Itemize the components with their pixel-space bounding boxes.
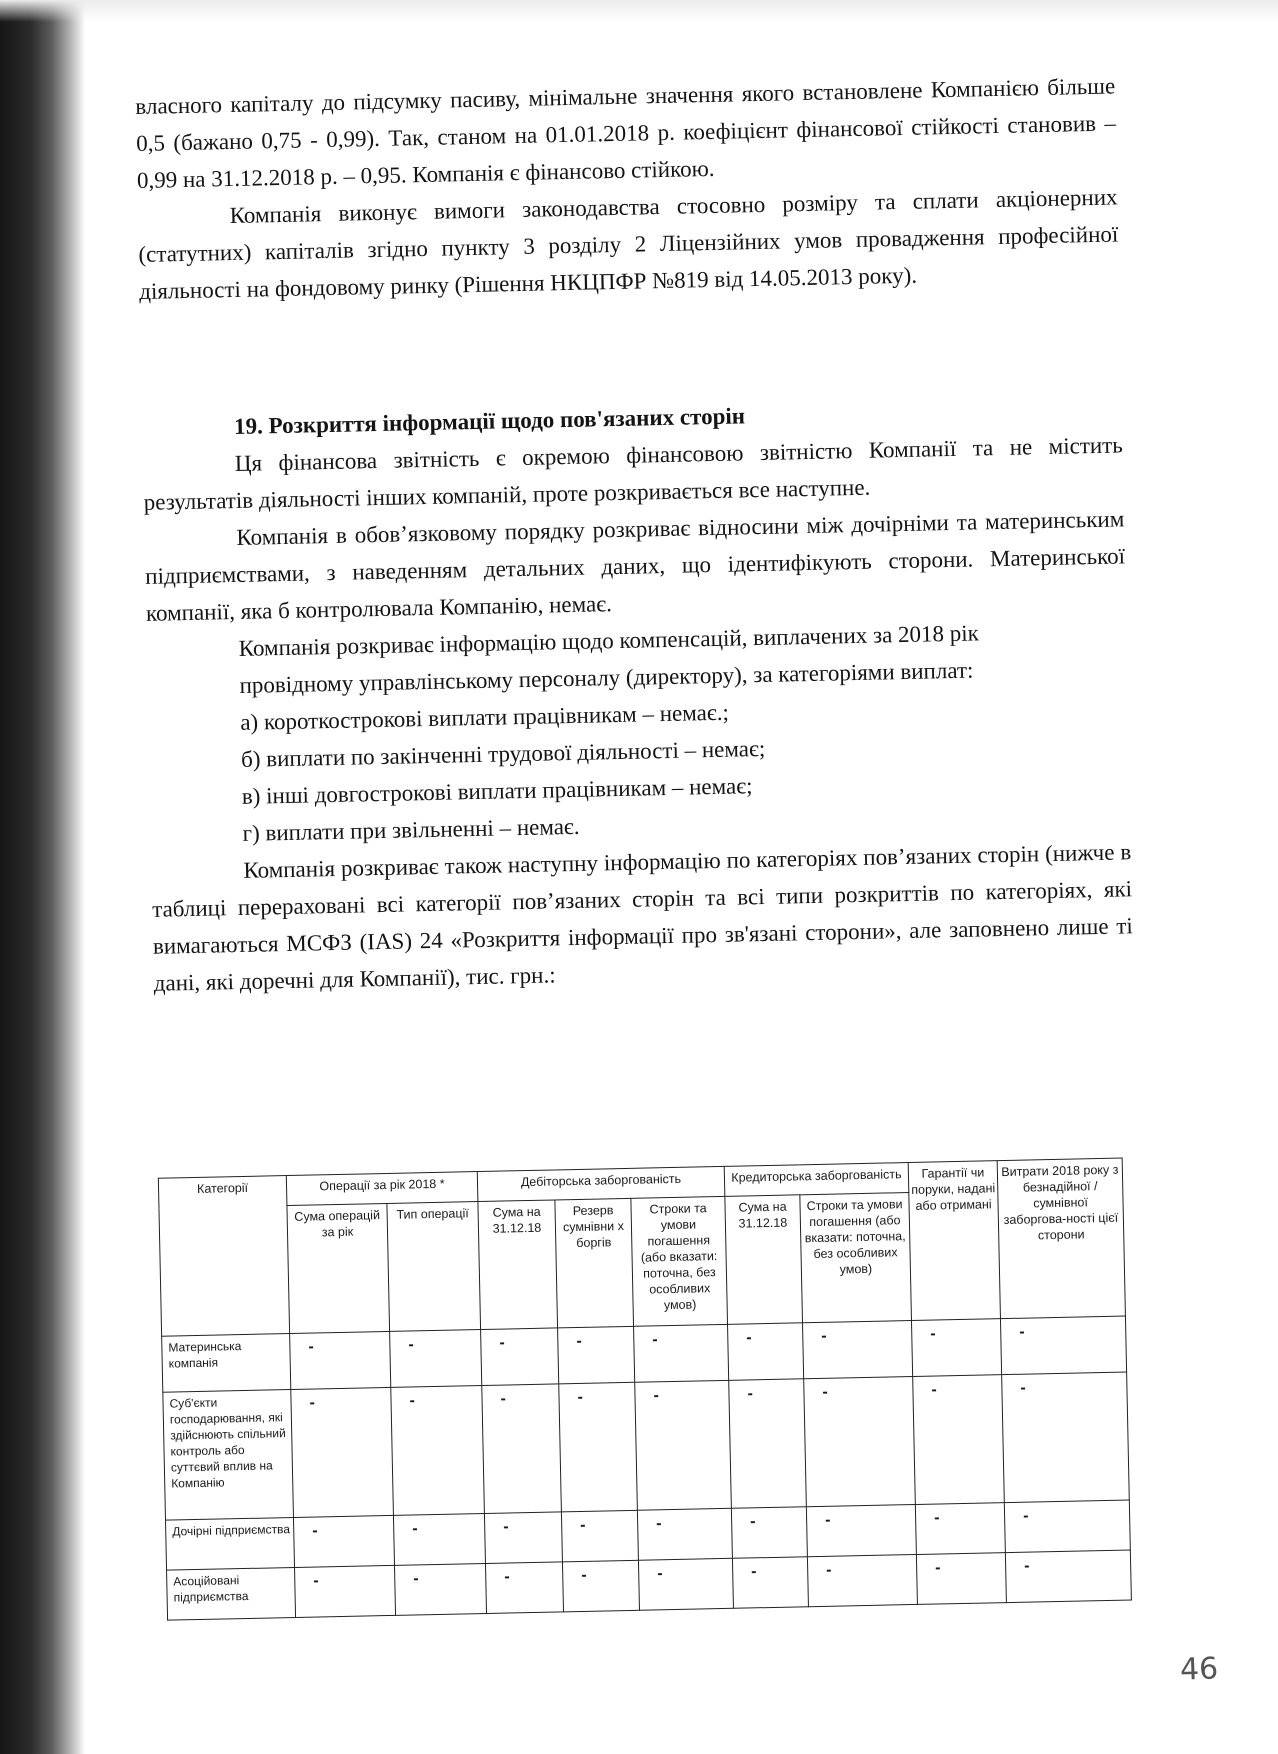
table-cell: - [911, 1319, 1001, 1377]
paragraph-compensation-intro-cont: провідному управлінському персоналу (директору), за категоріями виплат: [239, 657, 974, 698]
header-expenses: Витрати 2018 року з безнадійної / сумнівної заборгова-ності цієї сторони [997, 1158, 1125, 1319]
header-guarantees: Гарантії чи поруки, надані або отримані [908, 1161, 1000, 1321]
table-cell: - [803, 1321, 913, 1379]
table-cell: - [913, 1375, 1005, 1505]
list-item: в) інші довгострокові виплати працівникам – немає; [241, 773, 753, 809]
paragraph-legal-requirements: Компанія виконує вимоги законодавства стосовно розміру та сплати акціонерних (статутних) капіталів згідно пункту 3 розділу 2 Ліцензійних умов провадження професійної діяльності на фондовому ринку (Рішення НКЦПФР №819 від 14.05.2013 року). [138, 184, 1119, 304]
table-cell: - [634, 1324, 729, 1382]
table-cell: - [1005, 1550, 1131, 1603]
table-cell: - [484, 1512, 562, 1564]
table-cell: - [915, 1503, 1005, 1555]
table-cell: - [1000, 1316, 1126, 1375]
table-cell: - [390, 1330, 482, 1388]
table-cell: - [290, 1331, 391, 1389]
table-cell: - [916, 1553, 1006, 1605]
row-label: Дочірні підприємства [165, 1517, 294, 1570]
page-number: 46 [1179, 1651, 1219, 1688]
table-cell: - [732, 1557, 808, 1609]
table-cell: - [561, 1510, 638, 1562]
scan-edge-shadow [0, 0, 85, 1754]
list-item: б) виплати по закінченні трудової діяльності – немає; [240, 735, 766, 772]
paragraph-compensation-intro: Компанія розкриває інформацію щодо компенсацій, виплачених за 2018 рік [238, 620, 980, 661]
table-cell: - [558, 1326, 635, 1384]
table-cell: - [728, 1323, 804, 1381]
table-cell: - [394, 1563, 486, 1615]
subheader-pay-terms: Строки та умови погашення (або вказати: поточна, без особливих умов) [800, 1193, 912, 1323]
row-label: Суб'єкти господарювання, які здійснюють спільний контроль або суттєвий вплив на Компанію [163, 1390, 294, 1521]
table-cell: - [293, 1515, 394, 1567]
subheader-pay-sum: Сума на 31.12.18 [725, 1195, 803, 1325]
table-cell: - [295, 1565, 396, 1617]
subheader-rec-sum: Сума на 31.12.18 [478, 1200, 558, 1330]
section-title: 19. Розкриття інформації щодо пов'язаних сторін [233, 403, 746, 439]
subheader-op-type: Тип операції [387, 1202, 481, 1332]
subheader-op-sum: Сума операцій за рік [287, 1203, 390, 1333]
table-cell: - [393, 1513, 485, 1565]
paragraph-related-parties-table-intro: Компанія розкриває також наступну інформацію по категоріях пов’язаних сторін (нижче в таблиці перераховані всі категорії пов’язаних сторін та всі типи розкриттів по категоріях, які вимагаються МСФЗ (IAS) 24 «Розкриття інформації про зв'язані сторони», але заповнено лише ті дані, які доречні для Компанії), тис. грн.: [151, 839, 1134, 996]
header-payables: Кредиторська заборгованість [724, 1163, 909, 1197]
table-cell: - [1002, 1372, 1130, 1503]
table-cell: - [291, 1387, 394, 1517]
table-cell: - [637, 1508, 732, 1560]
document-page [135, 67, 1134, 1605]
row-label: Материнська компанія [162, 1334, 291, 1393]
paragraph-separate-statements: Ця фінансова звітність є окремою фінансовою звітністю Компанії та не містить результатів діяльності інших компаній, проте розкривається все наступне. [143, 432, 1123, 515]
header-receivables: Дебіторська заборгованість [477, 1166, 725, 1201]
header-operations: Операції за рік 2018 * [286, 1172, 478, 1206]
table-cell: - [729, 1379, 807, 1509]
table-cell: - [482, 1384, 562, 1514]
table-cell: - [804, 1376, 916, 1506]
paragraph-parent-subsidiary: Компанія в обов’язковому порядку розкриває відносини між дочірніми та материнським підприємствами, з наведенням детальних даних, що ідентифікують сторони. Материнської компанії, яка б контролювала Компанію, немає. [144, 506, 1126, 626]
related-parties-table-wrap [158, 1158, 1132, 1621]
table-cell: - [481, 1328, 559, 1386]
table-cell: - [635, 1380, 732, 1510]
table-cell: - [485, 1562, 563, 1614]
table-cell: - [638, 1558, 733, 1610]
table-row [163, 1372, 1129, 1520]
table-cell: - [806, 1504, 916, 1556]
table-cell: - [391, 1386, 485, 1516]
list-item: г) виплати при звільненні – немає. [242, 813, 580, 846]
header-category: Категорії [158, 1176, 289, 1337]
table-cell: - [559, 1382, 638, 1512]
body-text [135, 67, 1134, 1001]
table-cell: - [562, 1560, 639, 1612]
subheader-rec-terms: Строки та умови погашення (або вказати: поточна, без особливих умов) [631, 1196, 728, 1326]
row-label: Асоційовані підприємства [167, 1567, 296, 1620]
table-cell: - [807, 1554, 917, 1606]
paragraph-capital-ratio: власного капіталу до підсумку пасиву, мінімальне значення якого встановлене Компанією більше 0,5 (бажано 0,75 - 0,99). Так, станом на 01.01.2018 р. коефіцієнт фінансової стійкості становив – 0,99 на 31.12.2018 р. – 0,95. Компанія є фінансово стійкою. [135, 73, 1117, 193]
scan-top-edge [0, 0, 1278, 22]
table-cell: - [731, 1507, 807, 1559]
list-item: а) короткострокові виплати працівникам – немає.; [240, 699, 730, 735]
subheader-rec-reserve: Резерв сумнівни х боргів [555, 1198, 634, 1328]
table-cell: - [1004, 1500, 1130, 1553]
related-parties-table [158, 1158, 1132, 1621]
